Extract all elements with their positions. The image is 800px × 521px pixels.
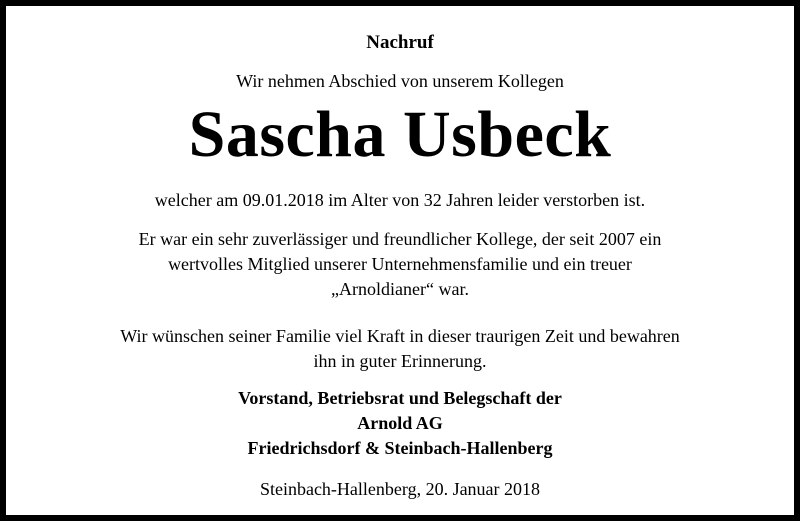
signature-locations: Friedrichsdorf & Steinbach-Hallenberg (247, 438, 553, 458)
condolence-line-1: Wir wünschen seiner Familie viel Kraft in dieser traurigen Zeit und bewahren (120, 326, 680, 346)
signature-line-1: Vorstand, Betriebsrat und Belegschaft der (238, 388, 562, 408)
signature-company: Arnold AG (357, 413, 443, 433)
deceased-name: Sascha Usbeck (188, 98, 612, 171)
intro-text: Wir nehmen Abschied von unserem Kollegen (236, 71, 564, 91)
tribute-line-2: wertvolles Mitglied unserer Unternehmensfamilie und ein treuer (168, 254, 632, 274)
notice-heading: Nachruf (366, 32, 434, 53)
tribute-line-1: Er war ein sehr zuverlässiger und freundlicher Kollege, der seit 2007 ein (138, 229, 662, 249)
place-date: Steinbach-Hallenberg, 20. Januar 2018 (259, 479, 541, 499)
death-date-text: welcher am 09.01.2018 im Alter von 32 Jahren leider verstorben ist. (154, 190, 646, 210)
tribute-line-3: „Arnoldianer“ war. (331, 279, 469, 299)
condolence-line-2: ihn in guter Erinnerung. (313, 351, 487, 371)
